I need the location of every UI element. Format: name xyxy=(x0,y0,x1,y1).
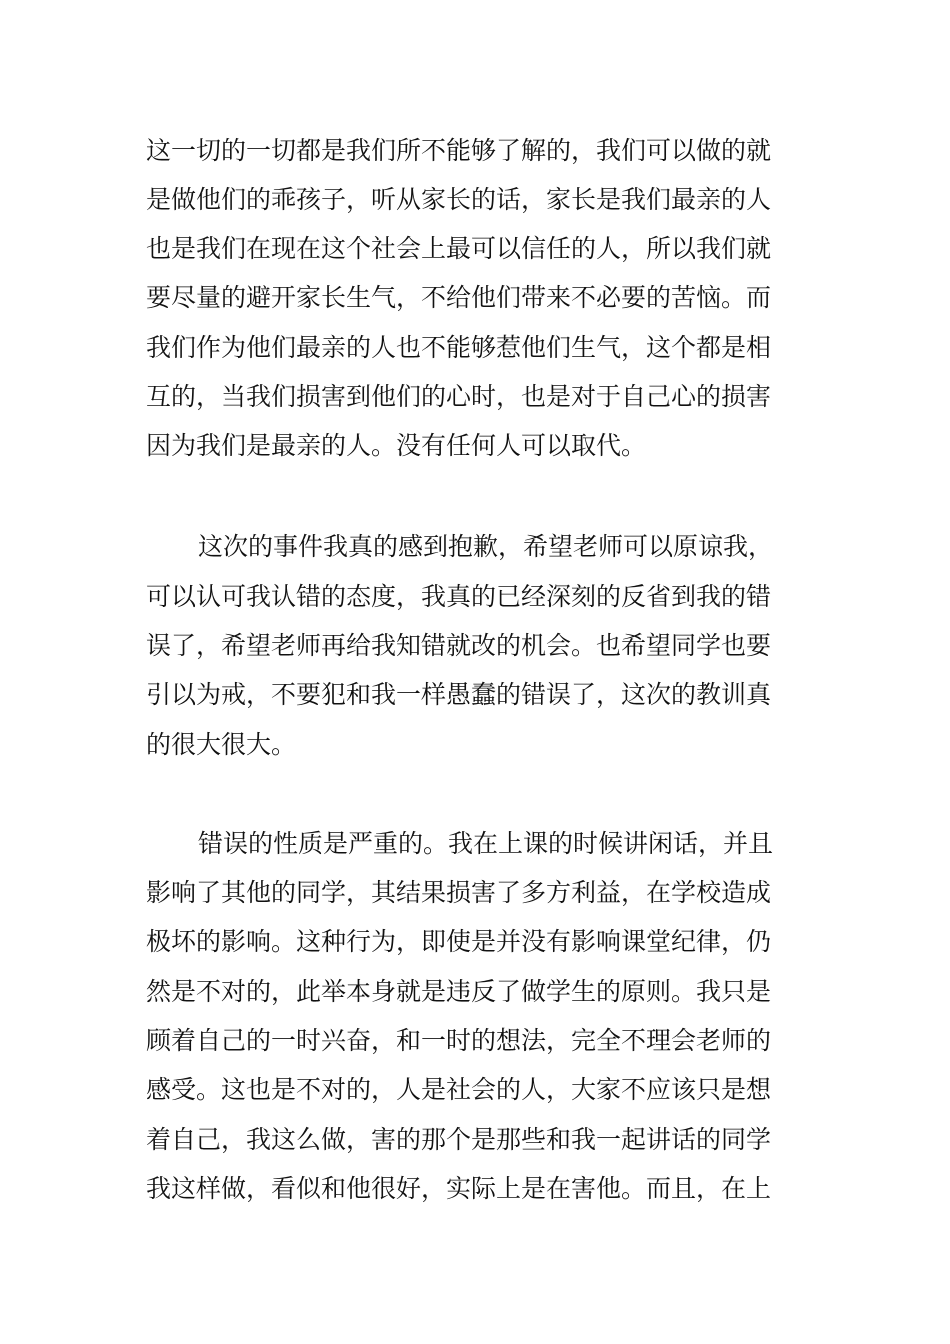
paragraph-line: 的很大很大。 xyxy=(146,730,297,759)
paragraph-line: 错误的性质是严重的。我在上课的时候讲闲话，并且 xyxy=(198,829,774,858)
paragraph-line: 我们作为他们最亲的人也不能够惹他们生气，这个都是相 xyxy=(146,333,772,362)
paragraph-line: 感受。这也是不对的，人是社会的人，大家不应该只是想 xyxy=(146,1075,772,1104)
paragraph-line: 我这样做，看似和他很好，实际上是在害他。而且，在上 xyxy=(146,1174,772,1203)
paragraph-line: 然是不对的，此举本身就是违反了做学生的原则。我只是 xyxy=(146,977,772,1006)
paragraph-line: 引以为戒，不要犯和我一样愚蠢的错误了，这次的教训真 xyxy=(146,680,772,709)
paragraph-line: 顾着自己的一时兴奋，和一时的想法，完全不理会老师的 xyxy=(146,1026,772,1055)
paragraph-line: 这次的事件我真的感到抱歉，希望老师可以原谅我， xyxy=(198,532,774,561)
paragraph-line: 误了，希望老师再给我知错就改的机会。也希望同学也要 xyxy=(146,631,772,660)
paragraph-line: 要尽量的避开家长生气，不给他们带来不必要的苦恼。而 xyxy=(146,283,772,312)
paragraph-line: 是做他们的乖孩子，听从家长的话，家长是我们最亲的人 xyxy=(146,185,772,214)
paragraph-line: 这一切的一切都是我们所不能够了解的，我们可以做的就 xyxy=(146,136,772,165)
paragraph-line: 影响了其他的同学，其结果损害了多方利益，在学校造成 xyxy=(146,878,772,907)
paragraph-line: 着自己，我这么做，害的那个是那些和我一起讲话的同学 xyxy=(146,1125,772,1154)
paragraph-line: 也是我们在现在这个社会上最可以信任的人，所以我们就 xyxy=(146,234,772,263)
paragraph-line: 互的，当我们损害到他们的心时，也是对于自己心的损害 xyxy=(146,382,772,411)
paragraph-line: 可以认可我认错的态度，我真的已经深刻的反省到我的错 xyxy=(146,582,772,611)
paragraph-line: 极坏的影响。这种行为，即使是并没有影响课堂纪律，仍 xyxy=(146,927,772,956)
paragraph-line: 因为我们是最亲的人。没有任何人可以取代。 xyxy=(146,431,647,460)
